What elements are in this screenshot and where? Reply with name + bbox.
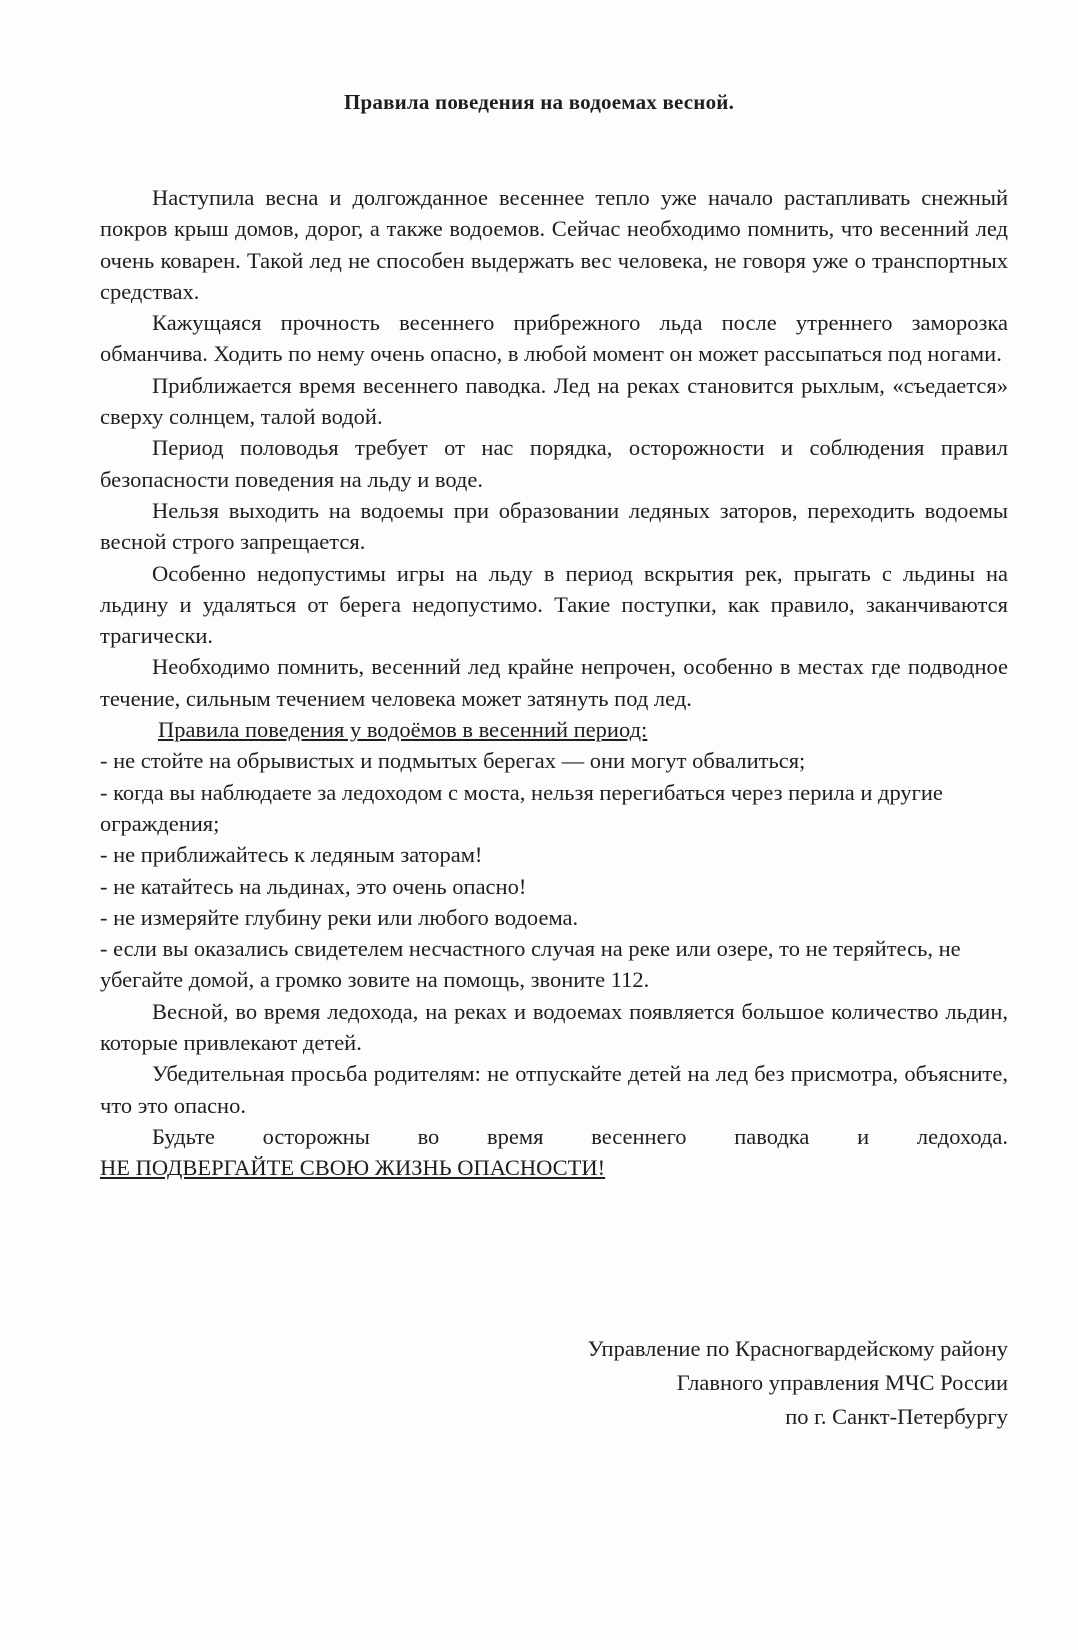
paragraph-ice-games: Особенно недопустимы игры на льду в период вскрытия рек, прыгать с льдины на льдину и удаляться от берега недопустимо. Такие поступки, как правило, заканчиваются трагически. bbox=[100, 560, 1008, 649]
signature-block bbox=[388, 1332, 1008, 1434]
paragraph-be-careful: Будьте осторожны во время весеннего паводка и ледохода. bbox=[152, 1123, 1008, 1149]
paragraph-undercurrent: Необходимо помнить, весенний лед крайне непрочен, особенно в местах где подводное течение, сильным течением человека может затянуть под лед. bbox=[100, 654, 1008, 711]
rule-item: - если вы оказались свидетелем несчастного случая на реке или озере, то не теряйтесь, не убегайте домой, а громко зовите на помощь, звоните 112. bbox=[100, 936, 961, 993]
document-body bbox=[100, 182, 1008, 1184]
paragraph-spring-intro: Наступила весна и долгожданное весеннее тепло уже начало растапливать снежный покров крыш домов, дорог, а также водоемов. Сейчас необходимо помнить, что весенний лед очень коварен. Такой лед не способен выдержать вес человека, не говоря уже о транспортных средствах. bbox=[100, 185, 1008, 304]
signature-line: Управление по Красногвардейскому району bbox=[587, 1336, 1008, 1361]
paragraph-ice-strength: Кажущаяся прочность весеннего прибрежного льда после утреннего заморозка обманчива. Ходить по нему очень опасно, в любой момент он может рассыпаться под ногами. bbox=[100, 310, 1008, 367]
signature-line: Главного управления МЧС России bbox=[676, 1370, 1008, 1395]
rule-item: - не катайтесь на льдинах, это очень опасно! bbox=[100, 873, 527, 899]
warning-text: НЕ ПОДВЕРГАЙТЕ СВОЮ ЖИЗНЬ ОПАСНОСТИ! bbox=[100, 1155, 606, 1181]
paragraph-ice-floes: Весной, во время ледохода, на реках и водоемах появляется большое количество льдин, которые привлекают детей. bbox=[100, 998, 1008, 1056]
signature-line: по г. Санкт-Петербургу bbox=[785, 1404, 1008, 1429]
paragraph-flood-period: Период половодья требует от нас порядка, осторожности и соблюдения правил безопасности поведения на льду и воде. bbox=[100, 435, 1008, 492]
rule-item: - не измеряйте глубину реки или любого водоема. bbox=[100, 904, 579, 930]
paragraph-parents-request: Убедительная просьба родителям: не отпускайте детей на лед без присмотра, объясните, что это опасно. bbox=[100, 1061, 1008, 1118]
document-title: Правила поведения на водоемах весной. bbox=[343, 90, 735, 114]
rules-heading: Правила поведения у водоёмов в весенний период: bbox=[158, 717, 648, 743]
rule-item: - не стойте на обрывистых и подмытых берегах — они могут обвалиться; bbox=[100, 748, 806, 774]
rule-item: - когда вы наблюдаете за ледоходом с моста, нельзя перегибаться через перила и другие ограждения; bbox=[100, 779, 943, 836]
paragraph-flood-approach: Приближается время весеннего паводка. Лед на реках становится рыхлым, «съедается» сверху солнцем, талой водой. bbox=[100, 372, 1008, 430]
rule-item: - не приближайтесь к ледяным заторам! bbox=[100, 842, 483, 868]
paragraph-ice-jams: Нельзя выходить на водоемы при образовании ледяных заторов, переходить водоемы весной строго запрещается. bbox=[100, 497, 1008, 555]
